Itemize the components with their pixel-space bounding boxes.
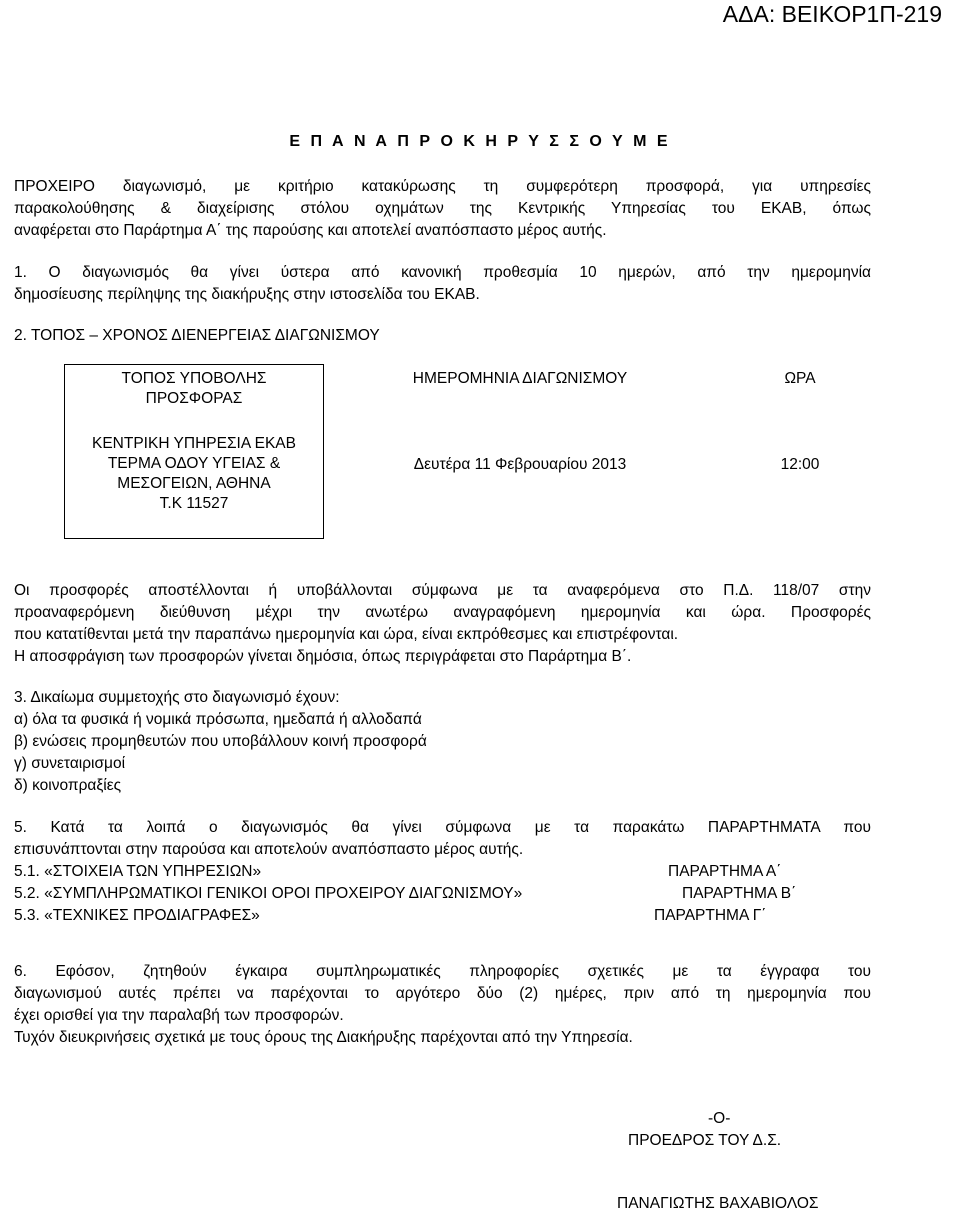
place-line-4: Τ.Κ 11527 xyxy=(159,495,229,512)
item1-line-2: δημοσίευσης περίληψης της διακήρυξης στην ιστοσελίδα του ΕΚΑΒ. xyxy=(14,286,480,303)
place-line-3: ΜΕΣΟΓΕΙΩΝ, ΑΘΗΝΑ xyxy=(117,475,271,492)
item6-line-3: έχει ορισθεί για την παραλαβή των προσφορών. xyxy=(14,1007,344,1024)
date-value: Δευτέρα 11 Φεβρουαρίου 2013 xyxy=(413,456,627,473)
place-line-1: ΚΕΝΤΡΙΚΗ ΥΠΗΡΕΣΙΑ ΕΚΑΒ xyxy=(92,435,296,452)
signature-name: ΠΑΝΑΓΙΩΤΗΣ ΒΑΧΑΒΙΟΛΟΣ xyxy=(617,1195,819,1212)
item2-title: 2. ΤΟΠΟΣ – ΧΡΟΝΟΣ ΔΙΕΝΕΡΓΕΙΑΣ ΔΙΑΓΩΝΙΣΜΟΥ xyxy=(14,327,380,344)
signature-mark: -Ο- xyxy=(708,1110,731,1127)
annex-ref-2: ΠΑΡΑΡΤΗΜΑ Β΄ xyxy=(682,885,797,902)
item3-d: δ) κοινοπραξίες xyxy=(14,777,122,794)
item5-line-2: επισυνάπτονται στην παρούσα και αποτελούν αναπόσπαστο μέρος αυτής. xyxy=(14,841,524,858)
item5-line-1: 5. Κατά τα λοιπά ο διαγωνισμός θα γίνει σύμφωνα με τα παρακάτω ΠΑΡΑΡΤΗΜΑΤΑ που xyxy=(14,819,871,836)
signature-title: ΠΡΟΕΔΡΟΣ ΤΟΥ Δ.Σ. xyxy=(628,1132,782,1149)
time-value: 12:00 xyxy=(780,456,820,473)
header-time: ΩΡΑ xyxy=(784,370,816,387)
item3-b: β) ενώσεις προμηθευτών που υποβάλλουν κοινή προσφορά xyxy=(14,733,427,750)
offers-line-2: προαναφερόμενη διεύθυνση μέχρι την ανωτέρω αναγραφόμενη ημερομηνία και ώρα. Προσφορές xyxy=(14,604,871,621)
ada-code: ΑΔΑ: ΒΕΙΚΟΡ1Π-219 xyxy=(722,1,942,27)
offers-line-3: που κατατίθενται μετά την παραπάνω ημερομηνία και ώρα, είναι εκπρόθεσμες και επιστρέφονται. xyxy=(14,626,679,643)
annex-name-2: 5.2. «ΣΥΜΠΛΗΡΩΜΑΤΙΚΟΙ ΓΕΝΙΚΟΙ ΟΡΟΙ ΠΡΟΧΕΙΡΟΥ ΔΙΑΓΩΝΙΣΜΟΥ» xyxy=(14,885,523,902)
intro-line-1: ΠΡΟΧΕΙΡΟ διαγωνισμό, με κριτήριο κατακύρωσης τη συμφερότερη προσφορά, για υπηρεσίες xyxy=(14,178,871,195)
annex-name-1: 5.1. «ΣΤΟΙΧΕΙΑ ΤΩΝ ΥΠΗΡΕΣΙΩΝ» xyxy=(14,863,262,880)
header-date: ΗΜΕΡΟΜΗΝΙΑ ΔΙΑΓΩΝΙΣΜΟΥ xyxy=(412,370,628,387)
item6-line-2: διαγωνισμού αυτές πρέπει να παρέχονται το αργότερο δύο (2) ημέρες, πριν από τη ημερομηνία που xyxy=(14,985,871,1002)
intro-line-2: παρακολούθησης & διαχείρισης στόλου οχημάτων της Κεντρικής Υπηρεσίας του ΕΚΑΒ, όπως xyxy=(14,200,871,217)
item3-title: 3. Δικαίωμα συμμετοχής στο διαγωνισμό έχουν: xyxy=(14,689,340,706)
offers-line-1: Οι προσφορές αποστέλλονται ή υποβάλλονται σύμφωνα με τα αναφερόμενα στο Π.Δ. 118/07 στην xyxy=(14,582,871,599)
intro-line-3: αναφέρεται στο Παράρτημα Α΄ της παρούσης και αποτελεί αναπόσπαστο μέρος αυτής. xyxy=(14,222,607,239)
header-place-line-1: ΤΟΠΟΣ ΥΠΟΒΟΛΗΣ xyxy=(121,370,267,387)
annex-name-3: 5.3. «ΤΕΧΝΙΚΕΣ ΠΡΟΔΙΑΓΡΑΦΕΣ» xyxy=(14,907,260,924)
offers-line-4: Η αποσφράγιση των προσφορών γίνεται δημόσια, όπως περιγράφεται στο Παράρτημα Β΄. xyxy=(14,648,632,665)
header-place-line-2: ΠΡΟΣΦΟΡΑΣ xyxy=(145,390,243,407)
item6-line-1: 6. Εφόσον, ζητηθούν έγκαιρα συμπληρωματικές πληροφορίες σχετικές με τα έγγραφα του xyxy=(14,963,871,980)
document-heading: Ε Π Α Ν Α Π Ρ Ο Κ Η Ρ Υ Σ Σ Ο Υ Μ Ε xyxy=(289,133,671,150)
place-line-2: ΤΕΡΜΑ ΟΔΟΥ ΥΓΕΙΑΣ & xyxy=(107,455,281,472)
item6-line-4: Τυχόν διευκρινήσεις σχετικά με τους όρους της Διακήρυξης παρέχονται από την Υπηρεσία. xyxy=(14,1029,633,1046)
item3-c: γ) συνεταιρισμοί xyxy=(14,755,126,772)
place-value xyxy=(64,434,324,514)
header-place xyxy=(64,369,324,409)
annex-ref-3: ΠΑΡΑΡΤΗΜΑ Γ΄ xyxy=(654,907,767,924)
item3-a: α) όλα τα φυσικά ή νομικά πρόσωπα, ημεδαπά ή αλλοδαπά xyxy=(14,711,422,728)
annex-ref-1: ΠΑΡΑΡΤΗΜΑ Α΄ xyxy=(668,863,782,880)
item1-line-1: 1. Ο διαγωνισμός θα γίνει ύστερα από κανονική προθεσμία 10 ημερών, από την ημερομηνία xyxy=(14,264,871,281)
